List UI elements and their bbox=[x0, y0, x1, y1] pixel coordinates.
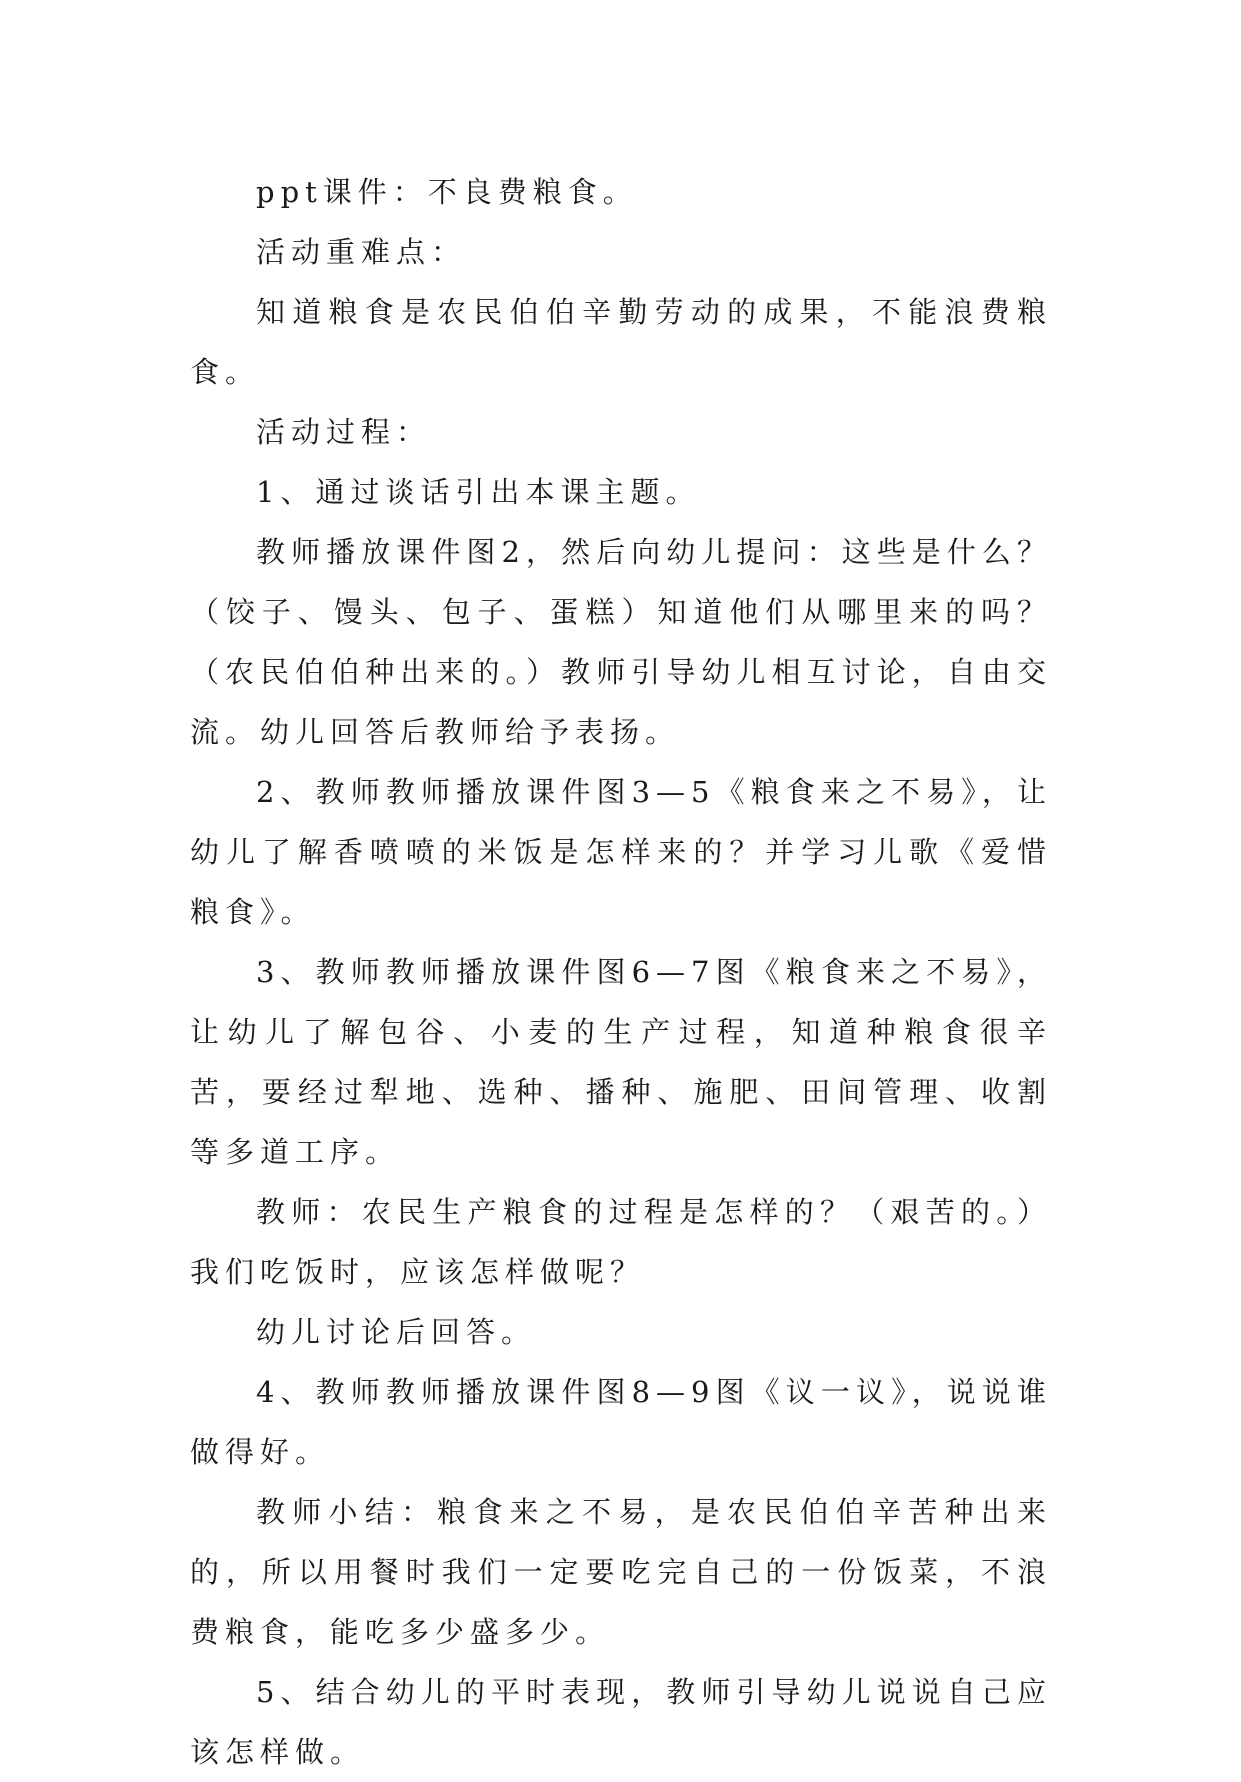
paragraph-step-1-detail: 教师播放课件图2，然后向幼儿提问：这些是什么？（饺子、馒头、包子、蛋糕）知道他们从哪里来的吗？（农民伯伯种出来的。）教师引导幼儿相互讨论，自由交流。幼儿回答后教师给予表扬。 bbox=[190, 535, 1052, 749]
paragraph-teacher-summary: 教师小结：粮食来之不易，是农民伯伯辛苦种出来的，所以用餐时我们一定要吃完自己的一份饭菜，不浪费粮食，能吃多少盛多少。 bbox=[190, 1495, 1052, 1649]
paragraph-key-points: 知道粮食是农民伯伯辛勤劳动的成果，不能浪费粮食。 bbox=[190, 295, 1052, 389]
paragraph-step-3: 3、教师教师播放课件图6—7图《粮食来之不易》，让幼儿了解包谷、小麦的生产过程，知道种粮食很辛苦，要经过犁地、选种、播种、施肥、田间管理、收割等多道工序。 bbox=[190, 955, 1052, 1169]
paragraph-step-2: 2、教师教师播放课件图3—5《粮食来之不易》，让幼儿了解香喷喷的米饭是怎样来的？并学习儿歌《爱惜粮食》。 bbox=[190, 775, 1052, 929]
document-page bbox=[190, 162, 1052, 1782]
paragraph-step-4: 4、教师教师播放课件图8—9图《议一议》，说说谁做得好。 bbox=[190, 1375, 1052, 1469]
paragraph-materials: ppt课件：不良费粮食。 bbox=[256, 175, 638, 209]
paragraph-children-answer: 幼儿讨论后回答。 bbox=[256, 1315, 537, 1349]
paragraph-teacher-question: 教师：农民生产粮食的过程是怎样的？（艰苦的。）我们吃饭时，应该怎样做呢？ bbox=[190, 1195, 1052, 1289]
heading-process: 活动过程： bbox=[256, 415, 432, 449]
heading-key-points: 活动重难点： bbox=[256, 235, 467, 269]
paragraph-step-5: 5、结合幼儿的平时表现，教师引导幼儿说说自己应该怎样做。 bbox=[190, 1675, 1052, 1769]
paragraph-step-1: 1、通过谈话引出本课主题。 bbox=[256, 475, 701, 509]
